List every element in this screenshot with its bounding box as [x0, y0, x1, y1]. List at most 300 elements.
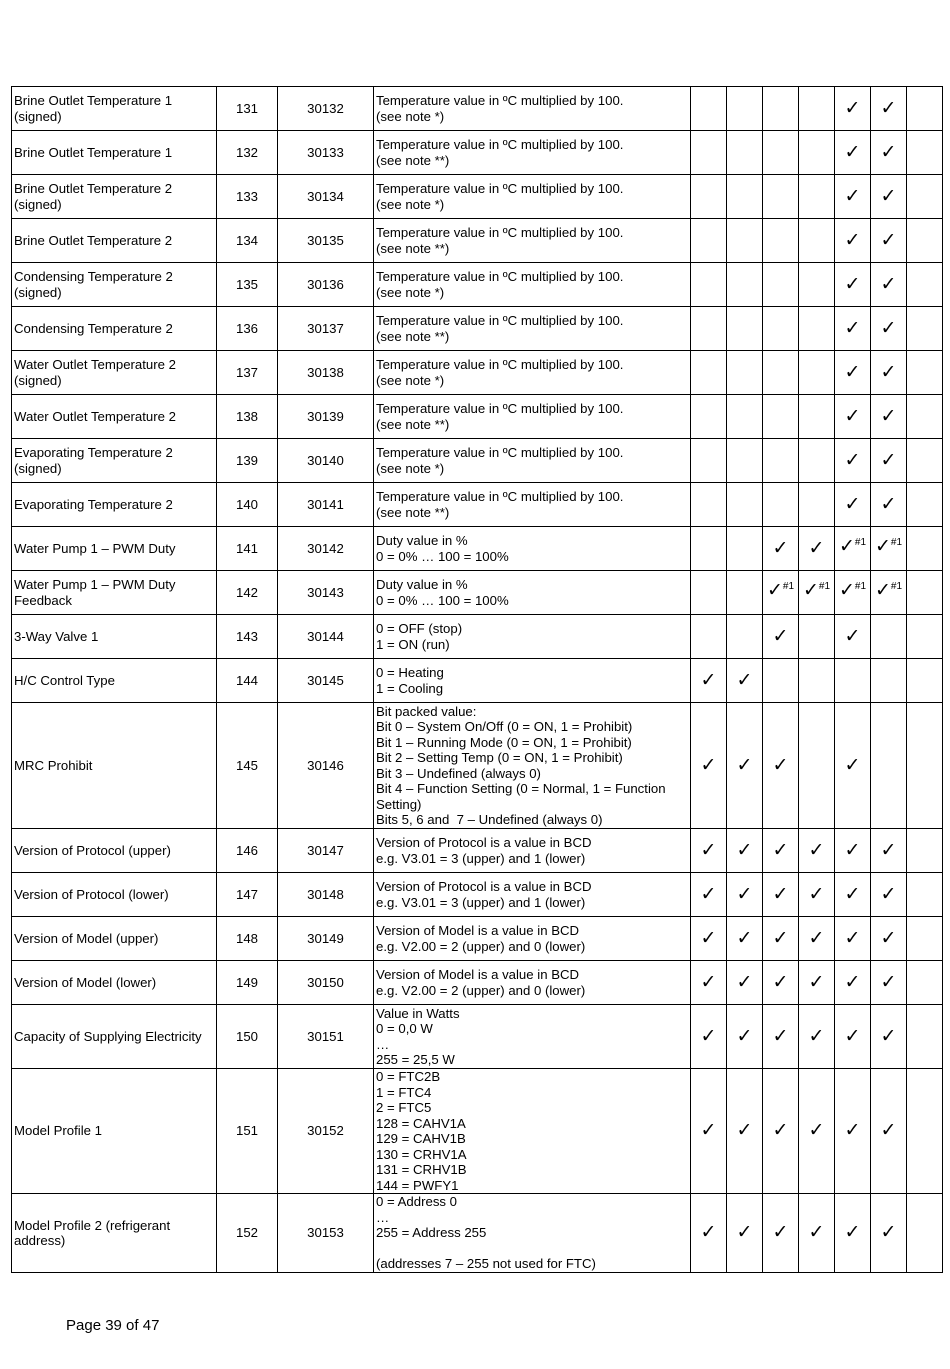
description-line: 1 = ON (run) — [376, 636, 450, 652]
table-row — [12, 1005, 943, 1069]
register-name: Water Pump 1 – PWM Duty — [12, 527, 217, 571]
support-cell — [727, 307, 763, 351]
checkmark-icon: ✓ — [736, 1222, 753, 1244]
support-cell — [907, 351, 943, 395]
support-cell — [835, 395, 871, 439]
checkmark-icon: ✓ — [880, 361, 897, 383]
checkmark-icon: ✓ — [844, 625, 861, 647]
checkmark-icon: ✓ — [736, 927, 753, 949]
description-line: (see note *) — [376, 372, 445, 388]
description-line: 0 = 0,0 W — [376, 1021, 433, 1036]
checkmark-icon: ✓ — [772, 1120, 789, 1142]
description-line: Setting) — [376, 796, 422, 812]
support-cell — [907, 87, 943, 131]
register-address: 30148 — [278, 873, 374, 917]
description-line: Duty value in % — [376, 533, 468, 548]
support-cell — [871, 351, 907, 395]
description-line: 129 = CAHV1B — [376, 1131, 466, 1146]
checkmark-icon: ✓$^{\#1}$ — [838, 536, 867, 558]
support-cell — [871, 1005, 907, 1069]
checkmark-icon: ✓ — [736, 839, 753, 861]
support-cell — [763, 483, 799, 527]
support-cell — [691, 1005, 727, 1069]
support-cell — [907, 219, 943, 263]
support-cell — [835, 961, 871, 1005]
register-description — [374, 961, 691, 1005]
checkmark-icon: ✓ — [880, 141, 897, 163]
register-name: Version of Protocol (upper) — [12, 829, 217, 873]
support-cell — [871, 439, 907, 483]
register-address: 30152 — [278, 1069, 374, 1194]
register-number: 151 — [217, 1069, 278, 1194]
support-cell — [835, 873, 871, 917]
register-address: 30138 — [278, 351, 374, 395]
support-cell — [763, 1069, 799, 1194]
support-cell — [763, 1194, 799, 1273]
description-line: 0 = Heating — [376, 665, 444, 680]
support-cell — [727, 87, 763, 131]
register-description — [374, 571, 691, 615]
register-name: Brine Outlet Temperature 1 (signed) — [12, 87, 217, 131]
support-cell — [871, 219, 907, 263]
checkmark-icon: ✓ — [880, 185, 897, 207]
support-cell — [907, 703, 943, 829]
register-number: 149 — [217, 961, 278, 1005]
description-line — [376, 1241, 688, 1257]
description-line: … — [376, 1209, 390, 1225]
table-row — [12, 1069, 943, 1194]
register-number: 131 — [217, 87, 278, 131]
support-cell — [691, 131, 727, 175]
register-name: Condensing Temperature 2 (signed) — [12, 263, 217, 307]
checkmark-icon: ✓ — [772, 1025, 789, 1047]
description-line: Temperature value in ºC multiplied by 100. — [376, 489, 624, 504]
support-cell — [799, 219, 835, 263]
support-cell — [727, 961, 763, 1005]
checkmark-icon: ✓ — [844, 493, 861, 515]
register-name: Water Pump 1 – PWM Duty Feedback — [12, 571, 217, 615]
checkmark-icon: ✓ — [772, 883, 789, 905]
description-line: Bit 1 – Running Mode (0 = ON, 1 = Prohibit) — [376, 734, 632, 750]
description-line: 0 = 0% … 100 = 100% — [376, 548, 509, 564]
support-cell — [871, 263, 907, 307]
support-cell — [835, 703, 871, 829]
support-cell — [907, 263, 943, 307]
checkmark-icon: ✓$^{\#1}$ — [802, 580, 831, 602]
checkmark-icon: ✓ — [844, 883, 861, 905]
support-cell — [727, 873, 763, 917]
support-cell — [871, 961, 907, 1005]
table-row — [12, 131, 943, 175]
register-number: 133 — [217, 175, 278, 219]
register-address: 30132 — [278, 87, 374, 131]
support-cell — [691, 1194, 727, 1273]
support-cell — [871, 395, 907, 439]
support-cell — [835, 131, 871, 175]
table-row — [12, 263, 943, 307]
table-row — [12, 703, 943, 829]
description-line: Bit 2 – Setting Temp (0 = ON, 1 = Prohibit) — [376, 750, 623, 765]
checkmark-icon: ✓ — [880, 1222, 897, 1244]
register-number: 152 — [217, 1194, 278, 1273]
support-cell — [763, 829, 799, 873]
support-cell — [691, 439, 727, 483]
register-description — [374, 351, 691, 395]
register-address: 30137 — [278, 307, 374, 351]
support-cell — [907, 527, 943, 571]
register-description — [374, 439, 691, 483]
register-name: Version of Model (upper) — [12, 917, 217, 961]
support-cell — [799, 307, 835, 351]
register-number: 145 — [217, 703, 278, 829]
support-cell — [871, 917, 907, 961]
table-row — [12, 659, 943, 703]
support-cell — [871, 615, 907, 659]
checkmark-icon: ✓ — [736, 971, 753, 993]
description-line: Temperature value in ºC multiplied by 100. — [376, 401, 624, 416]
register-address: 30151 — [278, 1005, 374, 1069]
support-cell — [763, 527, 799, 571]
register-name: Condensing Temperature 2 — [12, 307, 217, 351]
description-line: Temperature value in ºC multiplied by 100. — [376, 357, 624, 372]
support-cell — [835, 87, 871, 131]
register-description — [374, 263, 691, 307]
description-line: 131 = CRHV1B — [376, 1162, 467, 1177]
description-line: Temperature value in ºC multiplied by 100. — [376, 181, 624, 196]
support-cell — [871, 175, 907, 219]
support-cell — [835, 527, 871, 571]
description-line: (see note *) — [376, 284, 445, 300]
description-line: (see note **) — [376, 504, 450, 520]
support-cell — [835, 175, 871, 219]
checkmark-icon: ✓ — [808, 537, 825, 559]
checkmark-icon: ✓ — [808, 1120, 825, 1142]
support-cell — [727, 351, 763, 395]
description-line: (see note *) — [376, 460, 445, 476]
table-row — [12, 961, 943, 1005]
support-cell — [691, 527, 727, 571]
support-cell — [799, 703, 835, 829]
checkmark-icon: ✓$^{\#1}$ — [874, 580, 903, 602]
description-line: (see note *) — [376, 196, 445, 212]
support-cell — [835, 1005, 871, 1069]
table-row — [12, 873, 943, 917]
register-name: Water Outlet Temperature 2 (signed) — [12, 351, 217, 395]
checkmark-icon: ✓ — [772, 839, 789, 861]
checkmark-icon: ✓$^{\#1}$ — [838, 580, 867, 602]
table-row — [12, 351, 943, 395]
checkmark-icon: ✓ — [844, 1025, 861, 1047]
checkmark-icon: ✓ — [808, 1025, 825, 1047]
description-line: e.g. V2.00 = 2 (upper) and 0 (lower) — [376, 938, 586, 954]
register-description — [374, 131, 691, 175]
support-cell — [763, 87, 799, 131]
support-cell — [763, 1005, 799, 1069]
register-number: 138 — [217, 395, 278, 439]
support-cell — [727, 175, 763, 219]
support-cell — [871, 483, 907, 527]
support-cell — [907, 873, 943, 917]
checkmark-icon: ✓ — [700, 971, 717, 993]
checkmark-icon: ✓ — [736, 1025, 753, 1047]
description-line: 0 = FTC2B — [376, 1069, 441, 1084]
checkmark-icon: ✓ — [736, 1120, 753, 1142]
register-description — [374, 917, 691, 961]
support-cell — [835, 571, 871, 615]
support-cell — [799, 1069, 835, 1194]
register-address: 30143 — [278, 571, 374, 615]
checkmark-icon: ✓ — [880, 97, 897, 119]
support-cell — [871, 1069, 907, 1194]
register-description — [374, 1069, 691, 1194]
support-cell — [799, 961, 835, 1005]
support-cell — [799, 615, 835, 659]
support-cell — [691, 87, 727, 131]
support-cell — [835, 219, 871, 263]
register-number: 136 — [217, 307, 278, 351]
support-cell — [691, 571, 727, 615]
description-line: 144 = PWFY1 — [376, 1177, 459, 1193]
checkmark-icon: ✓ — [880, 883, 897, 905]
support-cell — [907, 395, 943, 439]
register-address: 30140 — [278, 439, 374, 483]
support-cell — [691, 829, 727, 873]
support-cell — [871, 659, 907, 703]
page-number: Page 39 of 47 — [66, 1317, 160, 1334]
checkmark-icon: ✓ — [880, 927, 897, 949]
support-cell — [727, 615, 763, 659]
register-description — [374, 395, 691, 439]
checkmark-icon: ✓ — [700, 1120, 717, 1142]
checkmark-icon: ✓ — [772, 971, 789, 993]
register-number: 142 — [217, 571, 278, 615]
description-line: e.g. V3.01 = 3 (upper) and 1 (lower) — [376, 894, 586, 910]
checkmark-icon: ✓ — [844, 754, 861, 776]
checkmark-icon: ✓ — [880, 229, 897, 251]
support-cell — [835, 307, 871, 351]
description-line: Bit packed value: — [376, 703, 477, 719]
register-name: Water Outlet Temperature 2 — [12, 395, 217, 439]
support-cell — [799, 175, 835, 219]
register-address: 30136 — [278, 263, 374, 307]
support-cell — [835, 1069, 871, 1194]
register-address: 30133 — [278, 131, 374, 175]
description-line: e.g. V3.01 = 3 (upper) and 1 (lower) — [376, 850, 586, 866]
register-description — [374, 219, 691, 263]
support-cell — [691, 659, 727, 703]
description-line: Bit 0 – System On/Off (0 = ON, 1 = Prohibit) — [376, 719, 633, 734]
checkmark-icon: ✓ — [772, 625, 789, 647]
support-cell — [763, 571, 799, 615]
support-cell — [907, 175, 943, 219]
register-name: Model Profile 2 (refrigerant address) — [12, 1194, 217, 1273]
checkmark-icon: ✓ — [844, 1222, 861, 1244]
support-cell — [691, 703, 727, 829]
checkmark-icon: ✓ — [844, 839, 861, 861]
support-cell — [691, 175, 727, 219]
support-cell — [727, 131, 763, 175]
support-cell — [763, 131, 799, 175]
support-cell — [763, 659, 799, 703]
checkmark-icon: ✓ — [880, 971, 897, 993]
table-row — [12, 439, 943, 483]
register-address: 30147 — [278, 829, 374, 873]
support-cell — [727, 917, 763, 961]
description-line: Bit 3 – Undefined (always 0) — [376, 765, 541, 781]
support-cell — [799, 351, 835, 395]
support-cell — [727, 219, 763, 263]
description-line: Temperature value in ºC multiplied by 100. — [376, 445, 624, 460]
register-description — [374, 873, 691, 917]
support-cell — [691, 961, 727, 1005]
support-cell — [799, 395, 835, 439]
support-cell — [691, 1069, 727, 1194]
support-cell — [691, 307, 727, 351]
support-cell — [799, 527, 835, 571]
register-address: 30146 — [278, 703, 374, 829]
register-name: 3-Way Valve 1 — [12, 615, 217, 659]
register-table — [11, 86, 943, 1273]
checkmark-icon: ✓$^{\#1}$ — [766, 580, 795, 602]
support-cell — [907, 131, 943, 175]
support-cell — [727, 263, 763, 307]
table-row — [12, 395, 943, 439]
register-number: 139 — [217, 439, 278, 483]
support-cell — [907, 1005, 943, 1069]
support-cell — [871, 1194, 907, 1273]
checkmark-icon: ✓ — [700, 883, 717, 905]
checkmark-icon: ✓ — [808, 971, 825, 993]
support-cell — [763, 395, 799, 439]
description-line: Temperature value in ºC multiplied by 100. — [376, 225, 624, 240]
register-name: Brine Outlet Temperature 2 (signed) — [12, 175, 217, 219]
support-cell — [799, 263, 835, 307]
checkmark-icon: ✓ — [880, 1025, 897, 1047]
support-cell — [691, 483, 727, 527]
description-line: Value in Watts — [376, 1005, 460, 1021]
checkmark-icon: ✓ — [844, 1120, 861, 1142]
checkmark-icon: ✓ — [844, 927, 861, 949]
support-cell — [727, 829, 763, 873]
register-address: 30141 — [278, 483, 374, 527]
checkmark-icon: ✓ — [880, 1120, 897, 1142]
register-number: 134 — [217, 219, 278, 263]
support-cell — [907, 307, 943, 351]
register-name: Evaporating Temperature 2 (signed) — [12, 439, 217, 483]
support-cell — [907, 917, 943, 961]
description-line: Version of Model is a value in BCD — [376, 923, 580, 938]
support-cell — [907, 571, 943, 615]
checkmark-icon: ✓ — [880, 449, 897, 471]
support-cell — [907, 1069, 943, 1194]
support-cell — [907, 961, 943, 1005]
support-cell — [691, 873, 727, 917]
description-line: (see note **) — [376, 416, 450, 432]
support-cell — [727, 571, 763, 615]
checkmark-icon: ✓ — [844, 229, 861, 251]
register-address: 30145 — [278, 659, 374, 703]
support-cell — [799, 917, 835, 961]
table-body — [12, 87, 943, 1273]
support-cell — [835, 263, 871, 307]
checkmark-icon: ✓ — [844, 405, 861, 427]
support-cell — [727, 395, 763, 439]
support-cell — [763, 703, 799, 829]
support-cell — [763, 175, 799, 219]
checkmark-icon: ✓ — [880, 493, 897, 515]
register-address: 30150 — [278, 961, 374, 1005]
support-cell — [799, 829, 835, 873]
support-cell — [907, 1194, 943, 1273]
table-row — [12, 527, 943, 571]
checkmark-icon: ✓ — [844, 185, 861, 207]
support-cell — [763, 917, 799, 961]
description-line: (see note *) — [376, 108, 445, 124]
support-cell — [907, 439, 943, 483]
support-cell — [799, 131, 835, 175]
description-line: 1 = FTC4 — [376, 1084, 432, 1100]
register-name: H/C Control Type — [12, 659, 217, 703]
checkmark-icon: ✓$^{\#1}$ — [874, 536, 903, 558]
support-cell — [763, 961, 799, 1005]
table-row — [12, 483, 943, 527]
support-cell — [799, 439, 835, 483]
table-row — [12, 829, 943, 873]
checkmark-icon: ✓ — [808, 927, 825, 949]
checkmark-icon: ✓ — [772, 754, 789, 776]
register-number: 144 — [217, 659, 278, 703]
description-line: 0 = 0% … 100 = 100% — [376, 592, 509, 608]
support-cell — [691, 263, 727, 307]
description-line: (see note **) — [376, 240, 450, 256]
description-line: 130 = CRHV1A — [376, 1146, 467, 1162]
register-number: 132 — [217, 131, 278, 175]
register-description — [374, 527, 691, 571]
table-row — [12, 87, 943, 131]
checkmark-icon: ✓ — [700, 1025, 717, 1047]
checkmark-icon: ✓ — [808, 839, 825, 861]
support-cell — [691, 395, 727, 439]
support-cell — [871, 829, 907, 873]
description-line: Temperature value in ºC multiplied by 100. — [376, 269, 624, 284]
support-cell — [799, 483, 835, 527]
checkmark-icon: ✓ — [700, 754, 717, 776]
register-description — [374, 1194, 691, 1273]
register-address: 30153 — [278, 1194, 374, 1273]
register-description — [374, 1005, 691, 1069]
support-cell — [835, 439, 871, 483]
support-cell — [727, 703, 763, 829]
support-cell — [907, 483, 943, 527]
register-number: 137 — [217, 351, 278, 395]
register-number: 147 — [217, 873, 278, 917]
register-description — [374, 829, 691, 873]
description-line: 1 = Cooling — [376, 680, 444, 696]
register-description — [374, 175, 691, 219]
support-cell — [799, 87, 835, 131]
register-name: Evaporating Temperature 2 — [12, 483, 217, 527]
support-cell — [727, 1194, 763, 1273]
checkmark-icon: ✓ — [736, 754, 753, 776]
register-name: Version of Protocol (lower) — [12, 873, 217, 917]
support-cell — [727, 1005, 763, 1069]
checkmark-icon: ✓ — [700, 839, 717, 861]
table-row — [12, 219, 943, 263]
register-address: 30149 — [278, 917, 374, 961]
checkmark-icon: ✓ — [880, 317, 897, 339]
checkmark-icon: ✓ — [736, 883, 753, 905]
register-description — [374, 659, 691, 703]
